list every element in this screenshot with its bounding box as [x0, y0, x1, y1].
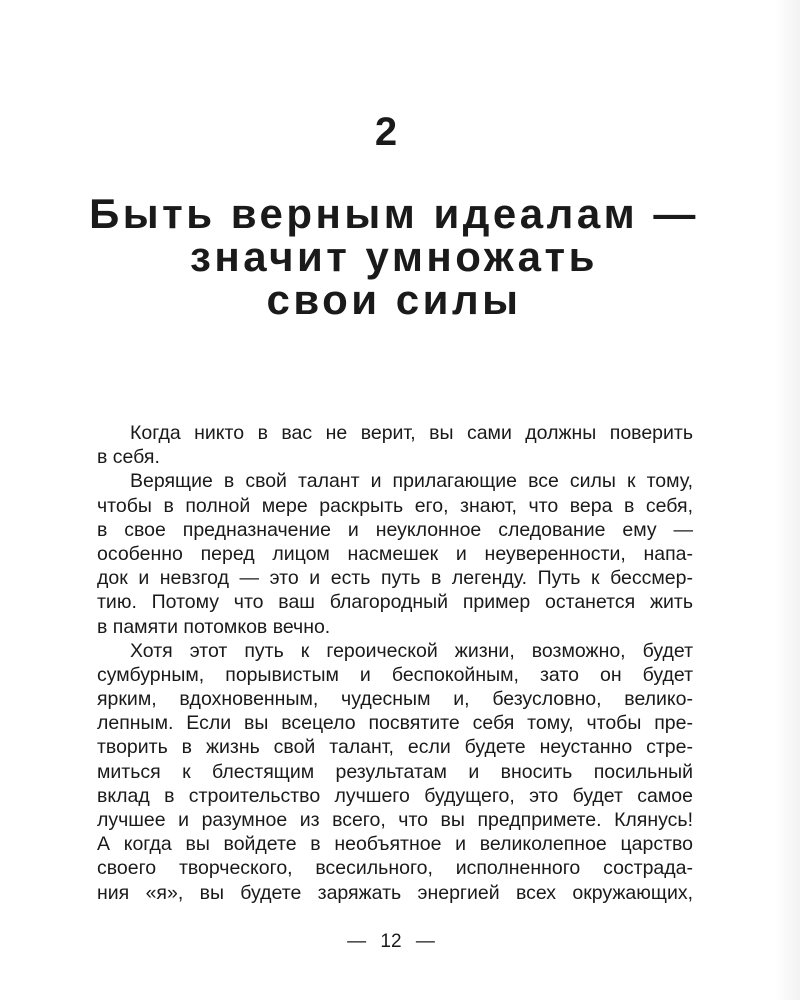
text-line: своего творческого, всесильного, исполненного сострада- [97, 857, 693, 880]
text-line: тию. Потому что ваш благородный пример останется жить [97, 591, 693, 614]
paragraph [97, 421, 693, 469]
text-line: творить в жизнь свой талант, если будете неустанно стре- [97, 736, 693, 759]
text-line: А когда вы войдете в необъятное и великолепное царство [97, 833, 693, 856]
chapter-title-line: свои силы [266, 276, 522, 323]
text-line: миться к блестящим результатам и вносить посильный [97, 760, 693, 783]
paragraph [97, 469, 693, 638]
text-line: ния «я», вы будете заряжать энергией всех окружающих, [97, 881, 693, 904]
chapter-title [44, 192, 744, 321]
text-line: док и невзгод — это и есть путь в легенду. Путь к бессмер- [97, 567, 693, 590]
paragraph [97, 639, 693, 905]
page-number: — 12 — [347, 931, 435, 952]
body-text [97, 421, 693, 905]
text-line: ярким, вдохновенным, чудесным и, безусловно, велико- [97, 688, 693, 711]
text-line: в себя. [97, 446, 160, 469]
text-line: вклад в строительство лучшего будущего, это будет самое [97, 784, 693, 807]
chapter-title-line: значит умножать [190, 233, 598, 280]
text-line: Верящие в свой талант и прилагающие все силы к тому, [130, 470, 693, 493]
text-line: чтобы в полной мере раскрыть его, знают, что вера в себя, [97, 494, 693, 517]
text-line: в свое предназначение и неуклонное следование ему — [97, 518, 693, 541]
page-edge-shadow [774, 0, 800, 1000]
text-line: в памяти потомков вечно. [97, 615, 331, 638]
text-line: Когда никто в вас не верит, вы сами должны поверить [130, 422, 693, 444]
text-line: особенно перед лицом насмешек и неуверенности, напа- [97, 542, 693, 565]
text-line: лучшее и разумное из всего, что вы предпримете. Клянусь! [97, 809, 693, 831]
text-line: Хотя этот путь к героической жизни, возможно, будет [130, 639, 693, 662]
chapter-title-line: Быть верным идеалам — [89, 190, 699, 237]
text-line: сумбурным, порывистым и беспокойным, зато он будет [97, 663, 693, 686]
chapter-number: 2 [374, 110, 398, 154]
text-line: лепным. Если вы всецело посвятите себя тому, чтобы пре- [97, 712, 693, 735]
